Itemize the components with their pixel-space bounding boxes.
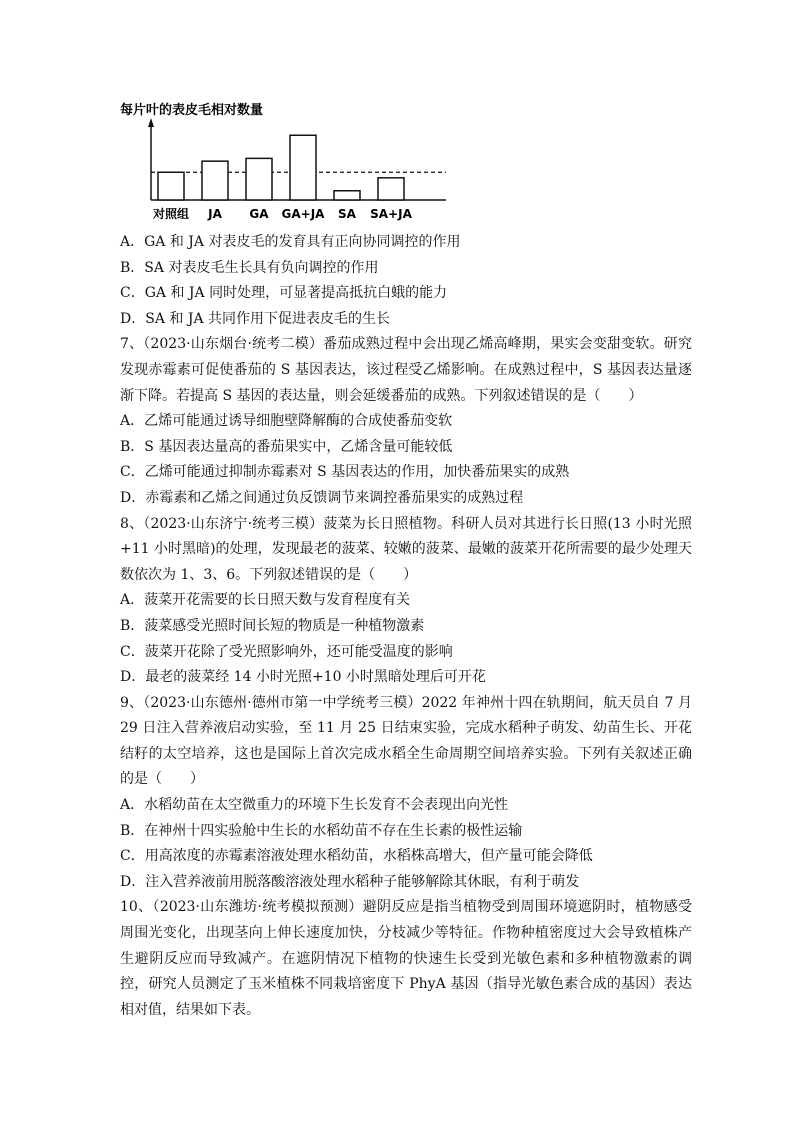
trichome-bar-chart [116,96,456,228]
q6-option-d: D．SA 和 JA 共同作用下促进表皮毛的生长 [120,310,390,327]
q8-stem: 8、（2023·山东济宁·统考三模）菠菜为长日照植物。科研人员对其进行长日照(13 小时光照+11 小时黑暗)的处理，发现最老的菠菜、较嫩的菠菜、最嫩的菠菜开花所需要的最少处理天数依次为 1、3、6。下列叙述错误的是（ ） [120,515,692,583]
q9-option-a: A．水稻幼苗在太空微重力的环境下生长发育不会表现出向光性 [120,797,509,814]
q7-stem: 7、（2023·山东烟台·统考二模）番茄成熟过程中会出现乙烯高峰期，果实会变甜变软。研究发现赤霉素可促使番茄的 S 基因表达，该过程受乙烯影响。在成熟过程中，S 基因表达量逐渐下降。若提高 S 基因的表达量，则会延缓番茄的成熟。下列叙述错误的是（ ） [120,336,692,404]
q8-option-c: C．菠菜开花除了受光照影响外，还可能受温度的影响 [120,643,453,660]
bar-5 [378,178,404,200]
q7-option-b: B．S 基因表达量高的番茄果实中，乙烯含量可能较低 [120,438,453,455]
q6-options [120,230,692,332]
q10-stem: 10、（2023·山东潍坊·统考模拟预测）避阴反应是指当植物受到周围环境遮阴时，植物感受周围光变化，出现茎向上伸长速度加快，分枝减少等特征。作物种植密度过大会导致植株产生避阴反应而导致减产。在遮阴情况下植物的快速生长受到光敏色素和多种植物激素的调控，研究人员测定了玉米植株不同栽培密度下 PhyA 基因（指导光敏色素合成的基因）表达相对值，结果如下表。 [120,899,692,1018]
q8-option-a: A．菠菜开花需要的长日照天数与发育程度有关 [120,592,411,609]
q6-option-a: A．GA 和 JA 对表皮毛的发育具有正向协同调控的作用 [120,234,461,250]
q8-option-d: D．最老的菠菜经 14 小时光照+10 小时黑暗处理后可开花 [120,669,486,686]
y-axis-arrow [148,118,154,127]
x-tick-label-5: SA+JA [370,207,412,221]
question-content [120,230,692,1023]
q9-option-c: C．用高浓度的赤霉素溶液处理水稻幼苗，水稻株高增大，但产量可能会降低 [120,848,593,865]
q7-option-a: A．乙烯可能通过诱导细胞壁降解酶的合成使番茄变软 [120,413,453,430]
q6-option-c: C．GA 和 JA 同时处理，可显著提高抵抗白蛾的能力 [120,285,448,302]
bar-4 [334,191,360,200]
q9-option-b: B．在神州十四实验舱中生长的水稻幼苗不存在生长素的极性运输 [120,822,523,839]
x-tick-label-1: JA [208,207,222,221]
x-tick-label-2: GA [249,207,269,221]
q9-stem: 9、（2023·山东德州·德州市第一中学统考三模）2022 年神州十四在轨期间，航天员自 7 月 29 日注入营养液启动实验，至 11 月 25 日结束实验，完成水稻种子萌发、幼苗生长、开花结籽的太空培养，这也是国际上首次完成水稻全生命周期空间培养实验。下列有关叙述正确的是（ ） [120,694,692,788]
bar-1 [202,161,228,200]
x-tick-label-0: 对照组 [152,207,190,221]
q8-option-b: B．菠菜感受光照时间长短的物质是一种植物激素 [120,617,425,634]
x-tick-label-4: SA [338,207,356,221]
q9-option-d: D．注入营养液前用脱落酸溶液处理水稻种子能够解除其休眠，有利于萌发 [120,873,580,890]
q7-option-d: D．赤霉素和乙烯之间通过负反馈调节来调控番茄果实的成熟过程 [120,489,524,506]
bar-0 [158,172,184,200]
q6-option-b: B．SA 对表皮毛生长具有负向调控的作用 [120,259,379,276]
x-tick-label-3: GA+JA [281,207,325,221]
chart-title: 每片叶的表皮毛相对数量 [120,103,264,118]
bar-2 [246,158,272,200]
q7-option-c: C．乙烯可能通过抑制赤霉素对 S 基因表达的作用，加快番茄果实的成熟 [120,464,570,481]
bar-3 [290,135,316,200]
